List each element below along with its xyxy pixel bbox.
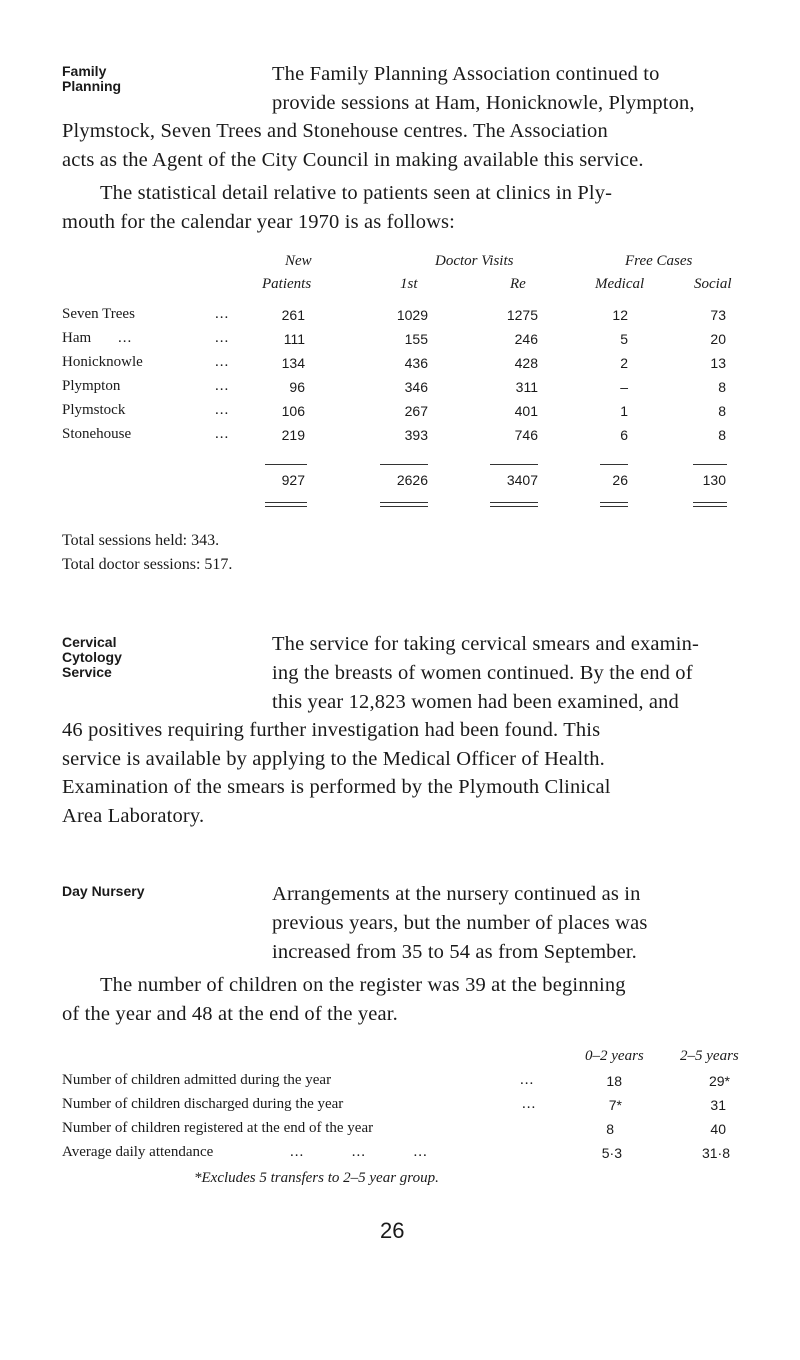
cervical-line1: The service for taking cervical smears and examin- [272, 633, 699, 655]
fp-para-line1: The Family Planning Association continued to [272, 63, 660, 85]
nursery-row-b: 29* [708, 1073, 730, 1089]
col-social: Social [694, 276, 732, 292]
row-medical: 2 [620, 355, 628, 371]
row-dots: ... [215, 330, 230, 346]
nursery-line1: Arrangements at the nursery continued as in [272, 883, 641, 905]
row-dots: ... [215, 402, 230, 418]
row-new: 96 [289, 379, 305, 395]
nursery-row-b: 31 [710, 1097, 726, 1113]
cervical-line2: ing the breasts of women continued. By the end of [272, 662, 693, 684]
nursery-line4: The number of children on the register was 39 at the beginning [100, 974, 626, 996]
nursery-line3: increased from 35 to 54 as from September. [272, 941, 637, 963]
cervical-heading-line3: Service [62, 664, 112, 680]
sum-rule [265, 464, 307, 465]
nursery-row-label: Average daily attendance [62, 1144, 214, 1160]
row-medical: 12 [612, 307, 628, 323]
cervical-line3: this year 12,823 women had been examined, and [272, 691, 679, 713]
cervical-line5: service is available by applying to the Medical Officer of Health. [62, 748, 605, 770]
total-double-rule [380, 502, 428, 507]
col-patients: Patients [262, 276, 312, 292]
nursery-line5: of the year and 48 at the end of the year. [62, 1003, 398, 1025]
col-re: Re [510, 276, 526, 292]
row-re: 428 [514, 355, 538, 371]
cervical-line4: 46 positives requiring further investigation had been found. This [62, 719, 601, 741]
row-centre: Plymstock [62, 402, 126, 418]
nursery-col-0-2: 0–2 years [585, 1048, 644, 1064]
nursery-row-a: 8 [606, 1121, 614, 1137]
row-centre: Ham [62, 330, 92, 346]
row-dots: ... [215, 426, 230, 442]
nursery-row-b: 31·8 [701, 1145, 730, 1161]
nursery-row-b: 40 [710, 1121, 726, 1137]
header-new: New [285, 253, 312, 269]
nursery-row-a: 18 [606, 1073, 622, 1089]
family-planning-heading-line1: Family [62, 63, 107, 79]
row-centre: Seven Trees [62, 306, 135, 322]
nursery-row-label: Number of children admitted during the year [62, 1072, 332, 1088]
row-social: 73 [710, 307, 726, 323]
fp-intro-line2: mouth for the calendar year 1970 is as follows: [62, 211, 456, 233]
row-new: 261 [281, 307, 305, 323]
nursery-row-a: 7* [608, 1097, 622, 1113]
row-social: 13 [710, 355, 726, 371]
nursery-heading: Day Nursery [62, 883, 145, 899]
row-dots: ... [118, 330, 133, 346]
total-medical: 26 [612, 472, 628, 488]
family-planning-heading [62, 64, 157, 94]
total-doctor-sessions: Total doctor sessions: 517. [62, 556, 233, 573]
total-double-rule [265, 502, 307, 507]
row-social: 8 [718, 379, 726, 395]
row-dots: ... [215, 354, 230, 370]
row-dots: ... [522, 1096, 537, 1112]
row-social: 20 [710, 331, 726, 347]
page-number: 26 [380, 1218, 405, 1243]
row-medical: – [620, 379, 628, 395]
sum-rule [693, 464, 727, 465]
row-new: 219 [281, 427, 305, 443]
row-first: 267 [404, 403, 428, 419]
row-social: 8 [718, 427, 726, 443]
row-dots: ... [215, 378, 230, 394]
total-new: 927 [281, 472, 305, 488]
sum-rule [600, 464, 628, 465]
total-sessions-held: Total sessions held: 343. [62, 532, 220, 549]
row-first: 155 [404, 331, 428, 347]
row-medical: 6 [620, 427, 628, 443]
sum-rule [490, 464, 538, 465]
header-doctor-visits: Doctor Visits [435, 253, 514, 269]
row-medical: 5 [620, 331, 628, 347]
row-first: 436 [404, 355, 428, 371]
cervical-heading-line2: Cytology [62, 649, 122, 665]
row-first: 346 [404, 379, 428, 395]
fp-para-line2: provide sessions at Ham, Honicknowle, Plympton, [272, 92, 695, 114]
sum-rule [380, 464, 428, 465]
total-first: 2626 [396, 472, 428, 488]
cervical-heading [62, 635, 157, 680]
nursery-row-a: 5·3 [601, 1145, 622, 1161]
row-re: 401 [514, 403, 538, 419]
total-double-rule [693, 502, 727, 507]
row-re: 1275 [506, 307, 538, 323]
nursery-row-label: Number of children discharged during the year [62, 1096, 344, 1112]
col-medical: Medical [595, 276, 645, 292]
row-re: 746 [514, 427, 538, 443]
nursery-footnote: *Excludes 5 transfers to 2–5 year group. [194, 1170, 439, 1186]
nursery-row-label: Number of children registered at the end of the year [62, 1120, 374, 1136]
row-dots: ... ... ... [290, 1144, 428, 1160]
row-social: 8 [718, 403, 726, 419]
total-re: 3407 [506, 472, 538, 488]
row-first: 1029 [396, 307, 428, 323]
total-social: 130 [702, 472, 726, 488]
row-new: 111 [283, 331, 305, 347]
row-dots: ... [520, 1072, 535, 1088]
row-dots: ... [215, 306, 230, 322]
fp-para-line3: Plymstock, Seven Trees and Stonehouse centres. The Association [62, 120, 608, 142]
row-new: 106 [281, 403, 305, 419]
fp-intro-line1: The statistical detail relative to patients seen at clinics in Ply- [100, 182, 613, 204]
total-double-rule [490, 502, 538, 507]
family-planning-heading-line2: Planning [62, 78, 122, 94]
total-double-rule [600, 502, 628, 507]
row-medical: 1 [620, 403, 628, 419]
row-centre: Plympton [62, 378, 121, 394]
row-new: 134 [281, 355, 305, 371]
header-free-cases: Free Cases [625, 253, 693, 269]
cervical-heading-line1: Cervical [62, 634, 117, 650]
nursery-line2: previous years, but the number of places was [272, 912, 648, 934]
cervical-line6: Examination of the smears is performed by the Plymouth Clinical [62, 776, 611, 798]
row-re: 246 [514, 331, 538, 347]
cervical-line7: Area Laboratory. [62, 805, 205, 827]
nursery-col-2-5: 2–5 years [680, 1048, 739, 1064]
row-centre: Stonehouse [62, 426, 132, 442]
row-centre: Honicknowle [62, 354, 143, 370]
row-first: 393 [404, 427, 428, 443]
fp-para-line4: acts as the Agent of the City Council in making available this service. [62, 149, 644, 171]
col-first: 1st [400, 276, 418, 292]
row-re: 311 [515, 379, 538, 395]
